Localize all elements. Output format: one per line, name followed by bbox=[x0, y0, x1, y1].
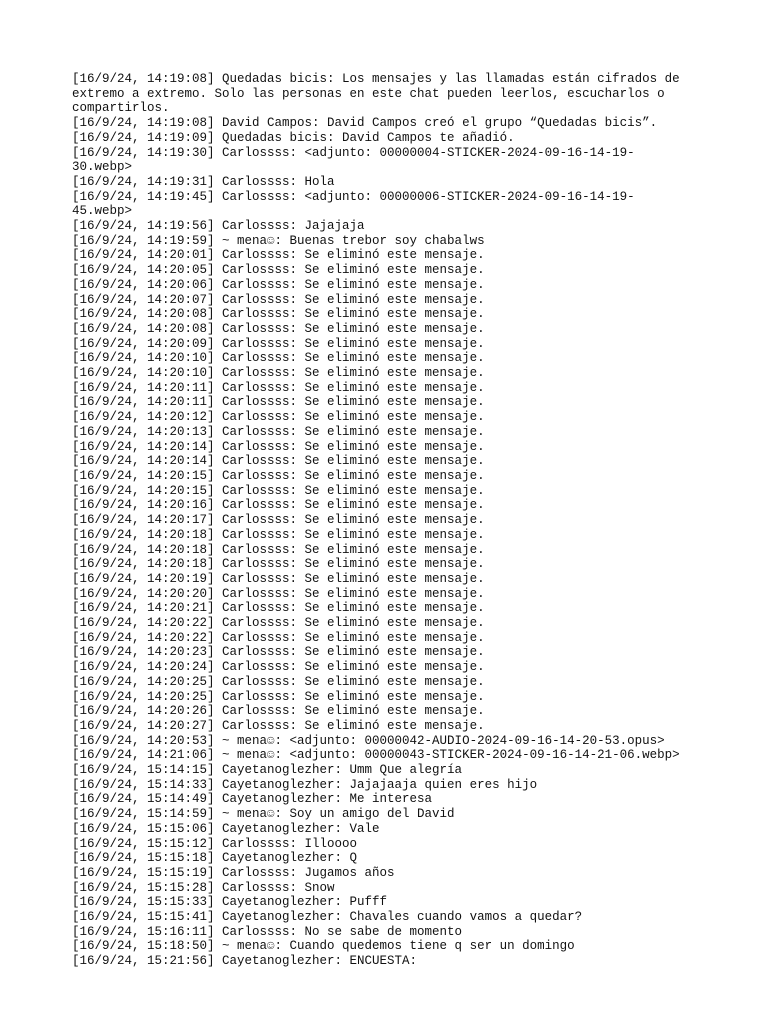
chat-message-line: [16/9/24, 14:20:14] Carlossss: Se eliminó este mensaje. bbox=[72, 454, 485, 469]
chat-message-line: [16/9/24, 14:19:30] Carlossss: <adjunto: 00000004-STICKER-2024-09-16-14-19-30.webp> bbox=[72, 145, 635, 175]
chat-message-line: [16/9/24, 14:20:06] Carlossss: Se eliminó este mensaje. bbox=[72, 277, 485, 292]
chat-message-line: [16/9/24, 15:21:56] Cayetanoglezher: ENCUESTA: bbox=[72, 954, 418, 969]
chat-message-line: [16/9/24, 14:20:22] Carlossss: Se eliminó este mensaje. bbox=[72, 630, 485, 645]
chat-message-line: [16/9/24, 15:14:33] Cayetanoglezher: Jajajaaja quien eres hijo bbox=[72, 777, 538, 792]
chat-message-line: [16/9/24, 15:18:50] ~ mena☺: Cuando quedemos tiene q ser un domingo bbox=[72, 939, 575, 954]
chat-message-line: [16/9/24, 14:20:18] Carlossss: Se eliminó este mensaje. bbox=[72, 557, 485, 572]
chat-message-line: [16/9/24, 14:20:24] Carlossss: Se eliminó este mensaje. bbox=[72, 660, 485, 675]
chat-message-line: [16/9/24, 15:15:12] Carlossss: Illoooo bbox=[72, 836, 358, 851]
chat-message-line: [16/9/24, 14:19:08] David Campos: David Campos creó el grupo “Quedadas bicis”. bbox=[72, 116, 658, 131]
chat-message-line: [16/9/24, 15:15:19] Carlossss: Jugamos años bbox=[72, 865, 395, 880]
chat-message-line: [16/9/24, 14:20:19] Carlossss: Se eliminó este mensaje. bbox=[72, 571, 485, 586]
chat-message-line: [16/9/24, 15:15:41] Cayetanoglezher: Chavales cuando vamos a quedar? bbox=[72, 910, 583, 925]
chat-message-line: [16/9/24, 15:16:11] Carlossss: No se sabe de momento bbox=[72, 924, 463, 939]
chat-message-line: [16/9/24, 14:19:45] Carlossss: <adjunto: 00000006-STICKER-2024-09-16-14-19-45.webp> bbox=[72, 189, 635, 219]
chat-message-line: [16/9/24, 14:20:05] Carlossss: Se eliminó este mensaje. bbox=[72, 263, 485, 278]
chat-message-line: [16/9/24, 14:19:56] Carlossss: Jajajaja bbox=[72, 219, 365, 234]
chat-message-line: [16/9/24, 15:15:33] Cayetanoglezher: Pufff bbox=[72, 895, 388, 910]
chat-message-line: [16/9/24, 14:20:14] Carlossss: Se eliminó este mensaje. bbox=[72, 439, 485, 454]
chat-message-line: [16/9/24, 14:20:25] Carlossss: Se eliminó este mensaje. bbox=[72, 674, 485, 689]
chat-message-line: [16/9/24, 14:20:12] Carlossss: Se eliminó este mensaje. bbox=[72, 410, 485, 425]
chat-message-line: [16/9/24, 14:20:10] Carlossss: Se eliminó este mensaje. bbox=[72, 366, 485, 381]
chat-message-line: [16/9/24, 14:20:09] Carlossss: Se eliminó este mensaje. bbox=[72, 336, 485, 351]
chat-message-line: [16/9/24, 15:14:59] ~ mena☺: Soy un amigo del David bbox=[72, 807, 455, 822]
chat-message-line: [16/9/24, 14:20:22] Carlossss: Se eliminó este mensaje. bbox=[72, 616, 485, 631]
chat-message-line: [16/9/24, 14:19:08] Quedadas bicis: Los mensajes y las llamadas están cifrados de extremo a extremo. Solo las personas en este chat pueden leerlos, escucharlos o compartirlos. bbox=[72, 72, 688, 116]
chat-message-line: [16/9/24, 14:20:11] Carlossss: Se eliminó este mensaje. bbox=[72, 380, 485, 395]
chat-message-line: [16/9/24, 14:20:01] Carlossss: Se eliminó este mensaje. bbox=[72, 248, 485, 263]
chat-message-line: [16/9/24, 14:20:10] Carlossss: Se eliminó este mensaje. bbox=[72, 351, 485, 366]
chat-message-line: [16/9/24, 14:20:08] Carlossss: Se eliminó este mensaje. bbox=[72, 307, 485, 322]
chat-message-line: [16/9/24, 14:20:16] Carlossss: Se eliminó este mensaje. bbox=[72, 498, 485, 513]
chat-message-line: [16/9/24, 14:21:06] ~ mena☺: <adjunto: 00000043-STICKER-2024-09-16-14-21-06.webp> bbox=[72, 748, 680, 763]
chat-message-line: [16/9/24, 15:14:49] Cayetanoglezher: Me interesa bbox=[72, 792, 433, 807]
chat-message-line: [16/9/24, 14:19:09] Quedadas bicis: David Campos te añadió. bbox=[72, 130, 515, 145]
chat-message-line: [16/9/24, 15:15:18] Cayetanoglezher: Q bbox=[72, 851, 358, 866]
chat-message-line: [16/9/24, 14:19:59] ~ mena☺: Buenas trebor soy chabalws bbox=[72, 233, 485, 248]
chat-message-line: [16/9/24, 14:20:27] Carlossss: Se eliminó este mensaje. bbox=[72, 718, 485, 733]
chat-message-line: [16/9/24, 14:20:18] Carlossss: Se eliminó este mensaje. bbox=[72, 542, 485, 557]
chat-message-line: [16/9/24, 14:20:23] Carlossss: Se eliminó este mensaje. bbox=[72, 645, 485, 660]
chat-message-line: [16/9/24, 15:15:28] Carlossss: Snow bbox=[72, 880, 335, 895]
chat-message-line: [16/9/24, 14:20:25] Carlossss: Se eliminó este mensaje. bbox=[72, 689, 485, 704]
chat-message-line: [16/9/24, 15:15:06] Cayetanoglezher: Vale bbox=[72, 821, 380, 836]
chat-message-line: [16/9/24, 14:20:13] Carlossss: Se eliminó este mensaje. bbox=[72, 424, 485, 439]
chat-message-line: [16/9/24, 14:20:15] Carlossss: Se eliminó este mensaje. bbox=[72, 468, 485, 483]
chat-message-line: [16/9/24, 14:20:18] Carlossss: Se eliminó este mensaje. bbox=[72, 527, 485, 542]
chat-export-log bbox=[72, 72, 692, 969]
chat-message-line: [16/9/24, 14:20:08] Carlossss: Se eliminó este mensaje. bbox=[72, 321, 485, 336]
chat-message-line: [16/9/24, 14:20:17] Carlossss: Se eliminó este mensaje. bbox=[72, 513, 485, 528]
chat-message-line: [16/9/24, 14:20:20] Carlossss: Se eliminó este mensaje. bbox=[72, 586, 485, 601]
chat-message-line: [16/9/24, 15:14:15] Cayetanoglezher: Umm Que alegría bbox=[72, 763, 463, 778]
chat-message-line: [16/9/24, 14:20:26] Carlossss: Se eliminó este mensaje. bbox=[72, 704, 485, 719]
chat-message-line: [16/9/24, 14:20:21] Carlossss: Se eliminó este mensaje. bbox=[72, 601, 485, 616]
chat-message-line: [16/9/24, 14:20:11] Carlossss: Se eliminó este mensaje. bbox=[72, 395, 485, 410]
chat-message-line: [16/9/24, 14:20:15] Carlossss: Se eliminó este mensaje. bbox=[72, 483, 485, 498]
chat-message-line: [16/9/24, 14:20:53] ~ mena☺: <adjunto: 00000042-AUDIO-2024-09-16-14-20-53.opus> bbox=[72, 733, 665, 748]
chat-message-line: [16/9/24, 14:20:07] Carlossss: Se eliminó este mensaje. bbox=[72, 292, 485, 307]
chat-message-line: [16/9/24, 14:19:31] Carlossss: Hola bbox=[72, 174, 335, 189]
